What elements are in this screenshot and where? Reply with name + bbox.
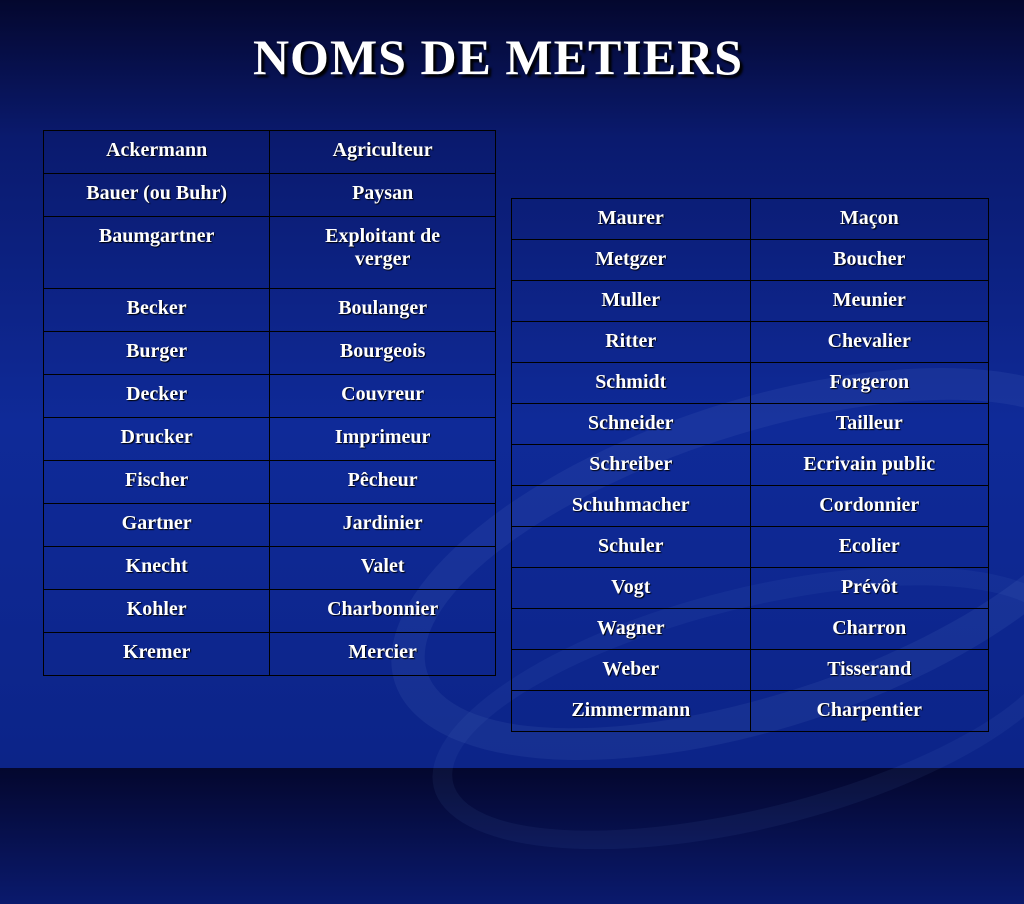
surname-cell: Kremer [44,633,270,676]
table-row [44,332,496,375]
occupation-cell: Boulanger [270,289,496,332]
table-row [512,322,989,363]
surname-cell: Schreiber [512,445,751,486]
surname-table-left [43,130,496,676]
surname-cell: Becker [44,289,270,332]
occupation-cell: Tailleur [750,404,988,445]
table-row [44,418,496,461]
surname-cell: Kohler [44,590,270,633]
occupation-cell: Agriculteur [270,131,496,174]
table-row [512,568,989,609]
table-row [44,547,496,590]
surname-cell: Burger [44,332,270,375]
occupation-cell: Bourgeois [270,332,496,375]
table-row [44,590,496,633]
table-row [512,609,989,650]
table-row [512,281,989,322]
occupation-cell: Valet [270,547,496,590]
occupation-cell: Imprimeur [270,418,496,461]
occupation-cell: Jardinier [270,504,496,547]
surname-cell: Vogt [512,568,751,609]
surname-cell: Schmidt [512,363,751,404]
occupation-cell: Paysan [270,174,496,217]
occupation-cell: Boucher [750,240,988,281]
occupation-cell [270,217,496,289]
surname-cell: Schneider [512,404,751,445]
occupation-cell: Ecrivain public [750,445,988,486]
surname-cell: Bauer (ou Buhr) [44,174,270,217]
occupation-cell: Cordonnier [750,486,988,527]
occupation-cell: Pêcheur [270,461,496,504]
table-row [512,691,989,732]
table-row [512,404,989,445]
table-row [44,131,496,174]
surname-cell: Muller [512,281,751,322]
surname-cell: Fischer [44,461,270,504]
table-row [512,240,989,281]
occupation-cell: Mercier [270,633,496,676]
surname-cell: Wagner [512,609,751,650]
surname-cell: Decker [44,375,270,418]
surname-cell: Maurer [512,199,751,240]
surname-cell: Knecht [44,547,270,590]
surname-cell: Ritter [512,322,751,363]
surname-cell: Gartner [44,504,270,547]
occupation-cell: Tisserand [750,650,988,691]
surname-cell: Schuhmacher [512,486,751,527]
surname-cell: Metgzer [512,240,751,281]
surname-cell: Zimmermann [512,691,751,732]
surname-cell: Baumgartner [44,217,270,289]
table-row [512,486,989,527]
table-row [44,217,496,289]
surname-cell: Weber [512,650,751,691]
table-row [512,650,989,691]
occupation-cell: Ecolier [750,527,988,568]
table-row [512,527,989,568]
surname-table-right [511,198,989,732]
occupation-cell: Prévôt [750,568,988,609]
surname-cell: Ackermann [44,131,270,174]
occupation-cell: Meunier [750,281,988,322]
table-row [44,375,496,418]
occupation-cell: Chevalier [750,322,988,363]
table-row [44,289,496,332]
occupation-cell: Charbonnier [270,590,496,633]
occupation-cell: Charpentier [750,691,988,732]
occupation-cell: Forgeron [750,363,988,404]
page-title: NOMS DE METIERS [252,29,744,85]
table-row [44,633,496,676]
surname-cell: Drucker [44,418,270,461]
table-row [512,199,989,240]
occupation-text: Exploitant de verger [325,225,441,270]
table-row [512,363,989,404]
occupation-cell: Charron [750,609,988,650]
surname-cell: Schuler [512,527,751,568]
occupation-cell: Couvreur [270,375,496,418]
table-row [44,504,496,547]
table-row [44,461,496,504]
occupation-cell: Maçon [750,199,988,240]
table-row [512,445,989,486]
table-row [44,174,496,217]
